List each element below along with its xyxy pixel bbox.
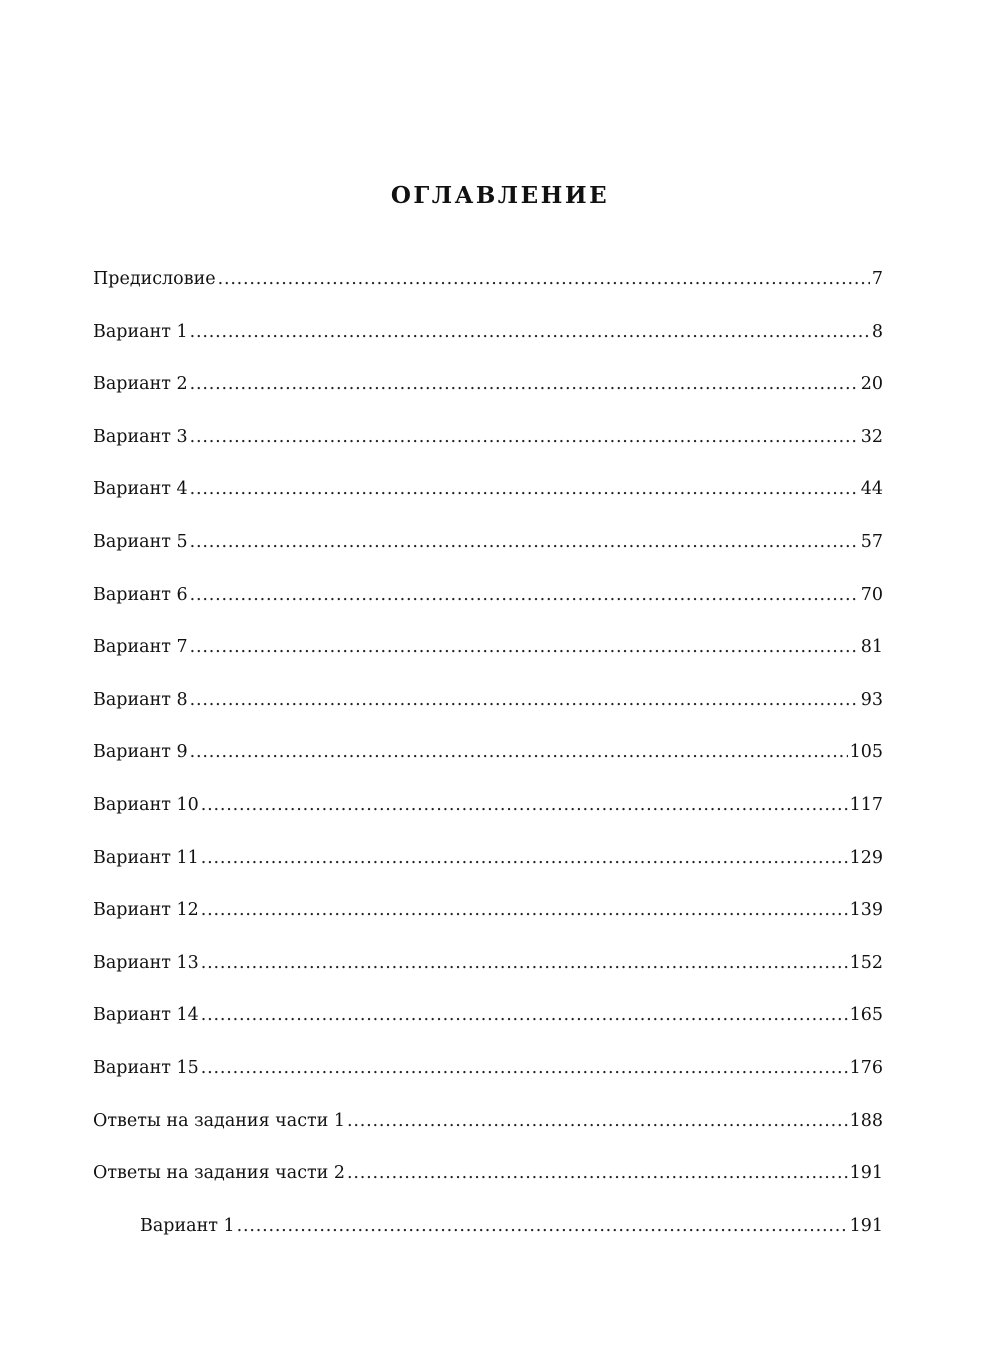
- toc-entry-page-number: 8: [871, 321, 883, 342]
- toc-entry-page-number: 93: [860, 689, 883, 710]
- toc-entry: [93, 897, 883, 950]
- toc-entry-label: Вариант 1: [93, 321, 188, 342]
- toc-dot-leader: [190, 582, 859, 608]
- toc-entry-label: Ответы на задания части 2: [93, 1163, 346, 1184]
- page-title: ОГЛАВЛЕНИЕ: [390, 182, 610, 209]
- toc-dot-leader: [237, 1213, 848, 1239]
- toc-entry: [93, 266, 883, 319]
- toc-entry: [93, 1002, 883, 1055]
- toc-dot-leader: [190, 687, 859, 713]
- toc-entry: [93, 1213, 883, 1266]
- toc-dot-leader: [190, 634, 859, 660]
- toc-entry: [93, 371, 883, 424]
- toc-dot-leader: [201, 950, 848, 976]
- toc-entry: [93, 792, 883, 845]
- toc-entry-page-number: 129: [849, 847, 883, 868]
- toc-entry-page-number: 139: [849, 900, 883, 921]
- toc-entry-label: Вариант 13: [93, 952, 199, 973]
- toc-entry-label: Вариант 7: [93, 637, 188, 658]
- toc-entry-label: Вариант 8: [93, 689, 188, 710]
- toc-entry-page-number: 188: [849, 1110, 883, 1131]
- toc-entry: [93, 582, 883, 635]
- toc-entry-page-number: 20: [860, 374, 883, 395]
- toc-entry-label: Вариант 6: [93, 584, 188, 605]
- toc-entry: [93, 845, 883, 898]
- toc-entry: [93, 739, 883, 792]
- toc-entry-page-number: 191: [849, 1215, 883, 1236]
- toc-entry-page-number: 152: [849, 952, 883, 973]
- toc-dot-leader: [201, 1055, 848, 1081]
- toc-entry-label: Вариант 10: [93, 794, 199, 815]
- toc-entry: [93, 1160, 883, 1213]
- toc-entry: [93, 687, 883, 740]
- toc-entry: [93, 634, 883, 687]
- toc-entry-page-number: 81: [860, 637, 883, 658]
- toc-entry-page-number: 165: [849, 1005, 883, 1026]
- toc-entry-label: Ответы на задания части 1: [93, 1110, 346, 1131]
- toc-entry: [93, 476, 883, 529]
- toc-entry: [93, 319, 883, 372]
- toc-entry-page-number: 105: [849, 742, 883, 763]
- toc-dot-leader: [190, 529, 859, 555]
- toc-entry-label: Предисловие: [93, 269, 216, 289]
- toc-entry: [93, 950, 883, 1003]
- toc-dot-leader: [218, 266, 870, 292]
- toc-entry-page-number: 117: [849, 794, 883, 815]
- toc-entry-label: Вариант 15: [93, 1057, 199, 1078]
- toc-entry-page-number: 7: [871, 269, 883, 289]
- toc-entry-label: Вариант 14: [93, 1005, 199, 1026]
- toc-dot-leader: [347, 1108, 848, 1134]
- toc-entry-page-number: 32: [860, 426, 883, 447]
- toc-entry-label: Вариант 2: [93, 374, 188, 395]
- toc-entry-label: Вариант 3: [93, 426, 188, 447]
- toc-entry-label: Вариант 4: [93, 479, 188, 500]
- toc-dot-leader: [201, 897, 848, 923]
- toc-dot-leader: [190, 476, 859, 502]
- toc-dot-leader: [190, 424, 859, 450]
- toc-dot-leader: [201, 845, 848, 871]
- toc-dot-leader: [190, 371, 859, 397]
- toc-dot-leader: [201, 1002, 848, 1028]
- toc-entry-label: Вариант 11: [93, 847, 199, 868]
- toc-entry-label: Вариант 5: [93, 531, 188, 552]
- toc-entry-page-number: 70: [860, 584, 883, 605]
- toc-dot-leader: [201, 792, 848, 818]
- toc-entry: [93, 424, 883, 477]
- toc-entry-page-number: 191: [849, 1163, 883, 1184]
- toc-entry-label: Вариант 1: [140, 1215, 235, 1236]
- toc-entry: [93, 1108, 883, 1161]
- toc-entry-label: Вариант 12: [93, 900, 199, 921]
- toc-entry-page-number: 44: [860, 479, 883, 500]
- toc-entry: [93, 529, 883, 582]
- toc-entry-page-number: 176: [849, 1057, 883, 1078]
- toc-dot-leader: [347, 1160, 848, 1186]
- toc-entry-label: Вариант 9: [93, 742, 188, 763]
- toc-entry: [93, 1055, 883, 1108]
- toc-entry-page-number: 57: [860, 531, 883, 552]
- toc-dot-leader: [190, 739, 848, 765]
- table-of-contents: [93, 266, 883, 1265]
- toc-dot-leader: [190, 319, 870, 345]
